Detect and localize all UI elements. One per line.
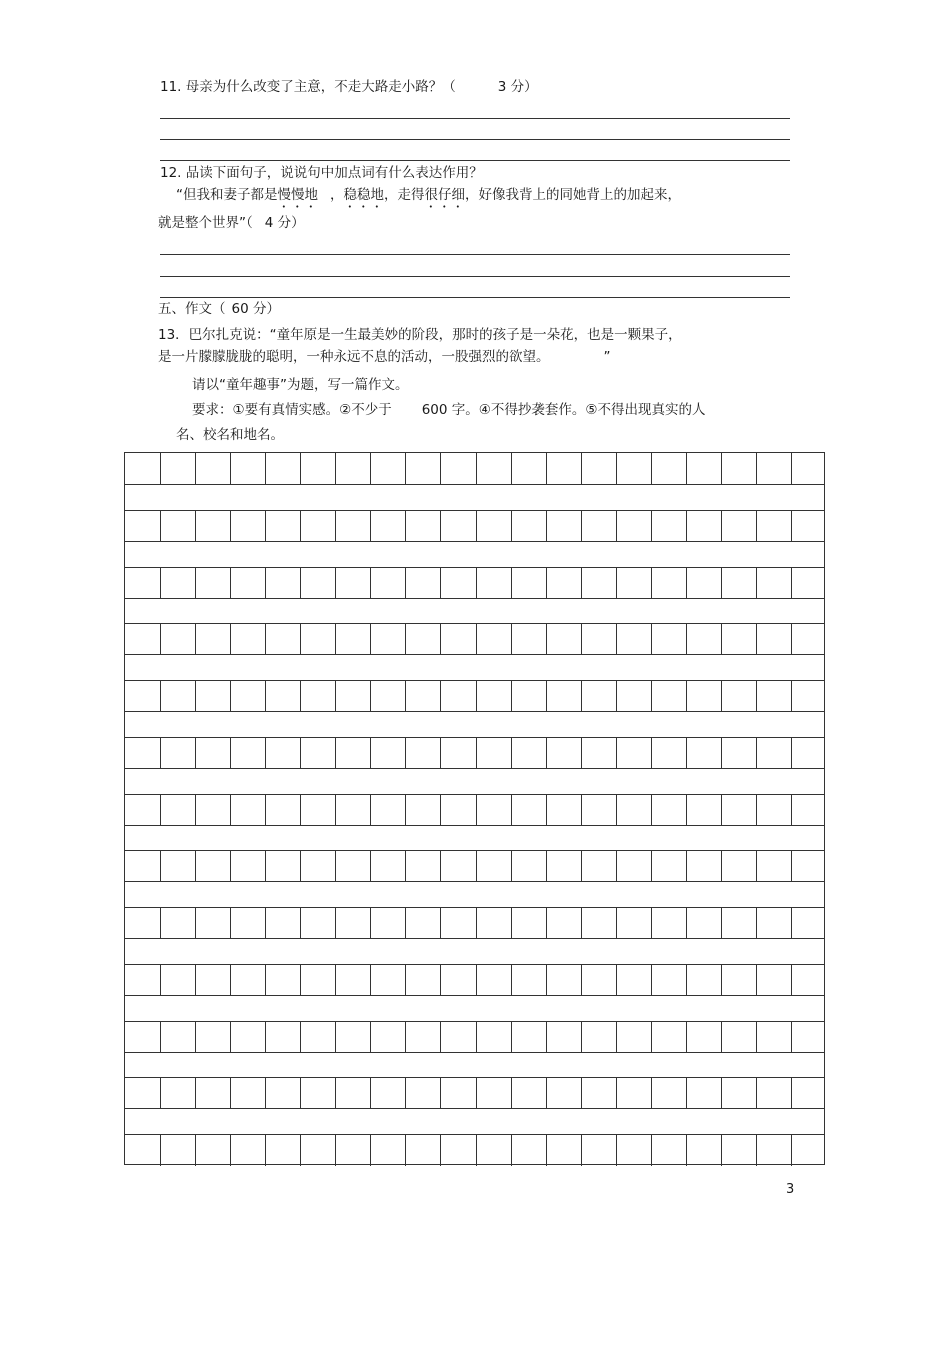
grid-cell[interactable] (405, 1135, 406, 1166)
grid-cell[interactable] (546, 1135, 547, 1166)
grid-cell[interactable] (476, 624, 477, 654)
quote-comma-2: ，走得 (384, 187, 425, 203)
grid-cell[interactable] (581, 1135, 582, 1166)
grid-cell[interactable] (230, 1022, 231, 1052)
grid-cell[interactable] (440, 1022, 441, 1052)
question-12-quote (176, 186, 681, 211)
grid-cell[interactable] (511, 851, 512, 881)
grid-cell[interactable] (405, 908, 406, 938)
grid-cell[interactable] (300, 965, 301, 995)
grid-cell[interactable] (265, 1135, 266, 1166)
grid-cell[interactable] (581, 624, 582, 654)
emphasized-word-3: 很仔细 (424, 187, 465, 203)
answer-line-11-3[interactable] (160, 160, 790, 161)
grid-cell[interactable] (300, 1078, 301, 1108)
grid-cell[interactable] (195, 851, 196, 881)
grid-cell[interactable] (616, 681, 617, 711)
grid-cell[interactable] (335, 1022, 336, 1052)
grid-cell[interactable] (370, 851, 371, 881)
grid-cell[interactable] (546, 965, 547, 995)
grid-row (125, 794, 824, 826)
grid-cell[interactable] (651, 568, 652, 598)
grid-cell[interactable] (476, 965, 477, 995)
grid-cell[interactable] (195, 795, 196, 825)
grid-cell[interactable] (546, 624, 547, 654)
grid-cell[interactable] (686, 511, 687, 541)
grid-cell[interactable] (756, 738, 757, 768)
grid-row (125, 1077, 824, 1109)
grid-cell[interactable] (651, 624, 652, 654)
grid-cell[interactable] (405, 851, 406, 881)
grid-cell[interactable] (476, 511, 477, 541)
grid-cell[interactable] (756, 624, 757, 654)
grid-cell[interactable] (721, 908, 722, 938)
grid-cell[interactable] (230, 568, 231, 598)
grid-cell[interactable] (476, 453, 477, 484)
grid-cell[interactable] (581, 453, 582, 484)
grid-cell[interactable] (511, 511, 512, 541)
grid-cell[interactable] (300, 908, 301, 938)
grid-cell[interactable] (230, 681, 231, 711)
grid-cell[interactable] (230, 795, 231, 825)
grid-cell[interactable] (791, 965, 792, 995)
emphasized-word-2: 稳稳地 (343, 187, 384, 203)
grid-cell[interactable] (686, 1135, 687, 1166)
grid-cell[interactable] (756, 1135, 757, 1166)
grid-cell[interactable] (335, 738, 336, 768)
grid-cell[interactable] (756, 511, 757, 541)
grid-cell[interactable] (440, 908, 441, 938)
grid-cell[interactable] (546, 738, 547, 768)
grid-cell[interactable] (405, 511, 406, 541)
grid-cell[interactable] (265, 681, 266, 711)
grid-row (125, 850, 824, 882)
grid-cell[interactable] (405, 738, 406, 768)
grid-cell[interactable] (370, 1022, 371, 1052)
grid-cell[interactable] (686, 681, 687, 711)
grid-cell[interactable] (476, 568, 477, 598)
grid-cell[interactable] (651, 851, 652, 881)
grid-cell[interactable] (721, 681, 722, 711)
grid-cell[interactable] (230, 453, 231, 484)
grid-cell[interactable] (721, 624, 722, 654)
grid-cell[interactable] (195, 1022, 196, 1052)
grid-cell[interactable] (581, 795, 582, 825)
grid-cell[interactable] (265, 1022, 266, 1052)
grid-row (125, 907, 824, 939)
grid-cell[interactable] (616, 738, 617, 768)
grid-cell[interactable] (195, 1135, 196, 1166)
grid-cell[interactable] (440, 795, 441, 825)
grid-cell[interactable] (616, 795, 617, 825)
grid-cell[interactable] (756, 681, 757, 711)
answer-line-11-1[interactable] (160, 118, 790, 119)
answer-line-12-2[interactable] (160, 276, 790, 277)
grid-cell[interactable] (160, 795, 161, 825)
grid-cell[interactable] (581, 1022, 582, 1052)
grid-cell[interactable] (230, 965, 231, 995)
answer-line-12-3[interactable] (160, 297, 790, 298)
grid-cell[interactable] (721, 1078, 722, 1108)
grid-cell[interactable] (721, 795, 722, 825)
grid-cell[interactable] (195, 908, 196, 938)
grid-row (125, 567, 824, 599)
question-12-prompt: 12. 品读下面句子，说说句中加点词有什么表达作用？ (160, 165, 483, 181)
grid-cell[interactable] (651, 681, 652, 711)
grid-cell[interactable] (791, 624, 792, 654)
grid-cell[interactable] (265, 965, 266, 995)
grid-row (125, 623, 824, 655)
grid-cell[interactable] (686, 795, 687, 825)
section-5-score: 60 分） (231, 301, 280, 317)
grid-row (125, 453, 824, 485)
grid-cell[interactable] (300, 624, 301, 654)
quote-rest: ，好像我背上的同她背上的加起来， (465, 187, 681, 203)
grid-cell[interactable] (230, 1078, 231, 1108)
grid-cell[interactable] (686, 738, 687, 768)
grid-cell[interactable] (300, 1135, 301, 1166)
grid-cell[interactable] (616, 1135, 617, 1166)
grid-cell[interactable] (370, 511, 371, 541)
grid-cell[interactable] (756, 568, 757, 598)
grid-cell[interactable] (370, 1135, 371, 1166)
grid-cell[interactable] (230, 511, 231, 541)
grid-cell[interactable] (616, 965, 617, 995)
question-13-line2-text: 是一片朦朦胧胧的聪明，一种永远不息的活动，一股强烈的欲望。 (158, 349, 550, 365)
grid-cell[interactable] (791, 568, 792, 598)
grid-cell[interactable] (546, 511, 547, 541)
grid-cell[interactable] (195, 568, 196, 598)
grid-cell[interactable] (651, 1022, 652, 1052)
grid-cell[interactable] (616, 908, 617, 938)
grid-cell[interactable] (405, 624, 406, 654)
grid-cell[interactable] (581, 1078, 582, 1108)
grid-row (125, 1021, 824, 1053)
grid-cell[interactable] (791, 1022, 792, 1052)
question-13-line1: 13．巴尔扎克说：“童年原是一生最美妙的阶段，那时的孩子是一朵花，也是一颗果子， (158, 327, 682, 343)
grid-cell[interactable] (370, 681, 371, 711)
grid-cell[interactable] (791, 1078, 792, 1108)
grid-cell[interactable] (581, 738, 582, 768)
grid-cell[interactable] (791, 1135, 792, 1166)
grid-cell[interactable] (721, 568, 722, 598)
grid-cell[interactable] (440, 738, 441, 768)
requirements-text-a: 要求：①要有真情实感。②不少于 (192, 402, 392, 418)
grid-cell[interactable] (230, 908, 231, 938)
grid-cell[interactable] (265, 624, 266, 654)
grid-cell[interactable] (405, 568, 406, 598)
grid-cell[interactable] (511, 568, 512, 598)
grid-cell[interactable] (721, 738, 722, 768)
question-11-score: 3 分） (497, 79, 538, 95)
grid-cell[interactable] (265, 851, 266, 881)
grid-cell[interactable] (581, 511, 582, 541)
grid-cell[interactable] (546, 1078, 547, 1108)
grid-cell[interactable] (265, 568, 266, 598)
grid-cell[interactable] (791, 511, 792, 541)
grid-cell[interactable] (511, 624, 512, 654)
grid-cell[interactable] (195, 453, 196, 484)
grid-cell[interactable] (195, 1078, 196, 1108)
grid-cell[interactable] (511, 908, 512, 938)
grid-cell[interactable] (335, 795, 336, 825)
grid-cell[interactable] (476, 681, 477, 711)
grid-cell[interactable] (300, 795, 301, 825)
grid-cell[interactable] (686, 908, 687, 938)
grid-cell[interactable] (616, 1078, 617, 1108)
grid-cell[interactable] (370, 568, 371, 598)
grid-cell[interactable] (791, 795, 792, 825)
grid-cell[interactable] (160, 624, 161, 654)
grid-cell[interactable] (230, 1135, 231, 1166)
answer-line-11-2[interactable] (160, 139, 790, 140)
grid-cell[interactable] (160, 511, 161, 541)
grid-cell[interactable] (581, 908, 582, 938)
grid-row (125, 964, 824, 996)
grid-cell[interactable] (721, 511, 722, 541)
grid-cell[interactable] (581, 851, 582, 881)
grid-cell[interactable] (440, 453, 441, 484)
grid-cell[interactable] (300, 851, 301, 881)
grid-cell[interactable] (370, 738, 371, 768)
grid-cell[interactable] (440, 624, 441, 654)
grid-cell[interactable] (370, 1078, 371, 1108)
grid-cell[interactable] (335, 511, 336, 541)
grid-cell[interactable] (335, 1078, 336, 1108)
grid-cell[interactable] (230, 851, 231, 881)
grid-cell[interactable] (511, 1078, 512, 1108)
grid-cell[interactable] (440, 1078, 441, 1108)
grid-cell[interactable] (230, 624, 231, 654)
grid-cell[interactable] (721, 1135, 722, 1166)
grid-cell[interactable] (440, 681, 441, 711)
grid-cell[interactable] (476, 738, 477, 768)
grid-cell[interactable] (370, 795, 371, 825)
grid-cell[interactable] (546, 453, 547, 484)
grid-cell[interactable] (581, 568, 582, 598)
section-5-title (158, 300, 280, 318)
grid-cell[interactable] (686, 1078, 687, 1108)
grid-cell[interactable] (616, 851, 617, 881)
grid-cell[interactable] (405, 1022, 406, 1052)
grid-cell[interactable] (756, 1078, 757, 1108)
grid-cell[interactable] (791, 453, 792, 484)
grid-cell[interactable] (195, 965, 196, 995)
grid-cell[interactable] (616, 624, 617, 654)
grid-cell[interactable] (546, 568, 547, 598)
grid-cell[interactable] (195, 511, 196, 541)
grid-cell[interactable] (265, 453, 266, 484)
grid-cell[interactable] (476, 851, 477, 881)
grid-cell[interactable] (686, 1022, 687, 1052)
grid-cell[interactable] (511, 738, 512, 768)
quote-line2-text: 就是整个世界”（ (158, 215, 253, 231)
grid-cell[interactable] (756, 795, 757, 825)
grid-cell[interactable] (721, 965, 722, 995)
grid-cell[interactable] (476, 1135, 477, 1166)
grid-cell[interactable] (791, 681, 792, 711)
grid-cell[interactable] (195, 624, 196, 654)
grid-cell[interactable] (300, 511, 301, 541)
grid-cell[interactable] (476, 1022, 477, 1052)
grid-cell[interactable] (335, 965, 336, 995)
grid-cell[interactable] (651, 1135, 652, 1166)
grid-cell[interactable] (335, 681, 336, 711)
grid-cell[interactable] (651, 908, 652, 938)
question-13-line2 (158, 348, 611, 366)
grid-cell[interactable] (791, 851, 792, 881)
grid-cell[interactable] (791, 738, 792, 768)
grid-cell[interactable] (230, 738, 231, 768)
grid-cell[interactable] (195, 738, 196, 768)
grid-cell[interactable] (160, 851, 161, 881)
grid-cell[interactable] (756, 453, 757, 484)
grid-cell[interactable] (721, 851, 722, 881)
grid-cell[interactable] (335, 568, 336, 598)
grid-cell[interactable] (616, 453, 617, 484)
grid-cell[interactable] (370, 908, 371, 938)
grid-cell[interactable] (160, 738, 161, 768)
grid-cell[interactable] (440, 851, 441, 881)
grid-cell[interactable] (335, 908, 336, 938)
grid-cell[interactable] (511, 681, 512, 711)
question-12-quote-line2 (158, 214, 305, 232)
grid-cell[interactable] (651, 795, 652, 825)
grid-cell[interactable] (546, 1022, 547, 1052)
grid-cell[interactable] (616, 511, 617, 541)
emphasized-word-1: 慢慢地 (277, 187, 318, 203)
grid-cell[interactable] (405, 1078, 406, 1108)
grid-cell[interactable] (370, 965, 371, 995)
grid-cell[interactable] (791, 908, 792, 938)
grid-cell[interactable] (300, 1022, 301, 1052)
grid-cell[interactable] (756, 965, 757, 995)
grid-cell[interactable] (195, 681, 196, 711)
grid-cell[interactable] (651, 511, 652, 541)
grid-cell[interactable] (721, 1022, 722, 1052)
grid-cell[interactable] (581, 681, 582, 711)
grid-row (125, 1134, 824, 1166)
grid-row (125, 510, 824, 542)
grid-cell[interactable] (160, 453, 161, 484)
grid-cell[interactable] (511, 453, 512, 484)
grid-cell[interactable] (721, 453, 722, 484)
grid-cell[interactable] (546, 681, 547, 711)
grid-cell[interactable] (335, 453, 336, 484)
grid-cell[interactable] (160, 1078, 161, 1108)
grid-cell[interactable] (300, 738, 301, 768)
requirements-text-b: 600 字。④不得抄袭套作。⑤不得出现真实的人 (421, 402, 706, 418)
grid-cell[interactable] (370, 624, 371, 654)
writing-grid (124, 452, 825, 1165)
grid-cell[interactable] (160, 908, 161, 938)
page-number: 3 (786, 1182, 795, 1197)
grid-cell[interactable] (546, 908, 547, 938)
grid-cell[interactable] (686, 851, 687, 881)
question-13-requirements-line2: 名、校名和地名。 (176, 427, 284, 443)
grid-cell[interactable] (160, 965, 161, 995)
grid-cell[interactable] (405, 681, 406, 711)
grid-cell[interactable] (476, 795, 477, 825)
grid-cell[interactable] (511, 1135, 512, 1166)
grid-cell[interactable] (476, 908, 477, 938)
grid-cell[interactable] (756, 851, 757, 881)
grid-cell[interactable] (476, 1078, 477, 1108)
grid-cell[interactable] (686, 568, 687, 598)
grid-cell[interactable] (335, 851, 336, 881)
grid-cell[interactable] (546, 795, 547, 825)
quote-open: “但我和妻子都是 (176, 187, 278, 203)
grid-cell[interactable] (335, 624, 336, 654)
grid-cell[interactable] (265, 738, 266, 768)
grid-cell[interactable] (651, 453, 652, 484)
grid-cell[interactable] (686, 965, 687, 995)
question-11 (160, 78, 538, 96)
grid-cell[interactable] (651, 1078, 652, 1108)
grid-row (125, 680, 824, 712)
grid-cell[interactable] (756, 1022, 757, 1052)
grid-cell[interactable] (265, 511, 266, 541)
grid-cell[interactable] (511, 1022, 512, 1052)
question-12-score: 4 分） (264, 215, 305, 231)
grid-cell[interactable] (581, 965, 582, 995)
grid-cell[interactable] (300, 568, 301, 598)
grid-cell[interactable] (686, 453, 687, 484)
grid-cell[interactable] (511, 795, 512, 825)
grid-cell[interactable] (265, 795, 266, 825)
grid-cell[interactable] (511, 965, 512, 995)
quote-comma-1: ， (330, 187, 344, 203)
answer-line-12-1[interactable] (160, 254, 790, 255)
grid-cell[interactable] (616, 1022, 617, 1052)
grid-cell[interactable] (651, 965, 652, 995)
grid-cell[interactable] (160, 1135, 161, 1166)
grid-cell[interactable] (686, 624, 687, 654)
grid-cell[interactable] (265, 1078, 266, 1108)
question-13-close-quote: ” (603, 349, 611, 365)
grid-cell[interactable] (335, 1135, 336, 1166)
grid-cell[interactable] (265, 908, 266, 938)
grid-cell[interactable] (440, 1135, 441, 1166)
grid-cell[interactable] (370, 453, 371, 484)
grid-cell[interactable] (160, 1022, 161, 1052)
grid-cell[interactable] (405, 965, 406, 995)
grid-row (125, 737, 824, 769)
grid-cell[interactable] (405, 453, 406, 484)
grid-cell[interactable] (651, 738, 652, 768)
grid-cell[interactable] (440, 965, 441, 995)
grid-cell[interactable] (756, 908, 757, 938)
grid-cell[interactable] (160, 568, 161, 598)
section-5-label: 五、作文（ (158, 301, 226, 317)
grid-cell[interactable] (440, 511, 441, 541)
grid-cell[interactable] (546, 851, 547, 881)
grid-cell[interactable] (160, 681, 161, 711)
grid-cell[interactable] (300, 453, 301, 484)
grid-cell[interactable] (440, 568, 441, 598)
question-13-requirements (192, 401, 705, 419)
grid-cell[interactable] (300, 681, 301, 711)
grid-cell[interactable] (405, 795, 406, 825)
question-13-topic: 请以“童年趣事”为题，写一篇作文。 (192, 377, 409, 393)
grid-cell[interactable] (616, 568, 617, 598)
question-11-text: 11. 母亲为什么改变了主意，不走大路走小路？（ (160, 79, 456, 95)
